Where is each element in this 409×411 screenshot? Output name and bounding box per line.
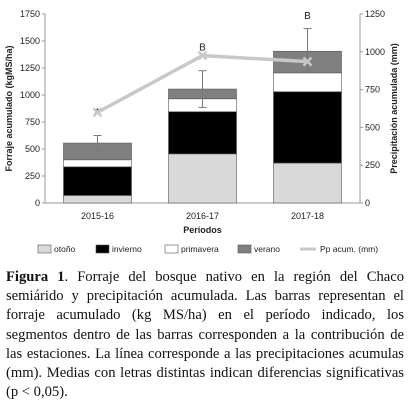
y-tick-left-label: 1000 (19, 90, 40, 100)
bar-segment-primavera (64, 160, 132, 167)
x-tick-label: 2017-18 (290, 211, 325, 221)
legend-label-line: Pp acum. (mm) (320, 244, 379, 254)
legend-swatch-verano (238, 245, 251, 253)
legend-swatch-invierno (96, 245, 109, 253)
significance-letter: B (199, 42, 206, 54)
y-tick-right-label: 0 (365, 198, 371, 208)
bar-segment-otoño (64, 195, 132, 203)
x-tick-label: 2016-17 (185, 211, 220, 221)
figure-caption (6, 268, 404, 402)
bar-segment-invierno (64, 167, 132, 196)
y-tick-right-label: 1000 (365, 46, 386, 57)
y-tick-right-label: 500 (365, 122, 381, 133)
y-tick-left-label: 1250 (19, 63, 40, 73)
bar-segment-otoño (274, 163, 342, 203)
caption-text: . Forraje del bosque nativo en la región del Chaco semiárido y precipitación acumulada. Las barras representan el forraje acumulado (kg MS/ha) en el período indicado, los segmentos dentro de las barras corresponden a la contribución de las estaciones. La línea corresponde a las precipitaciones acumulas (mm). Medias con letras distintas indican diferencias significativas (p < 0,05). (6, 269, 404, 401)
legend-label-otoño: otoño (54, 244, 76, 254)
bar-segment-otoño (169, 154, 237, 203)
legend-label-primavera: primavera (181, 244, 219, 254)
y-tick-left-label: 1750 (19, 9, 40, 19)
legend-label-verano: verano (254, 244, 280, 254)
y-tick-left-label: 0 (34, 198, 40, 208)
legend-swatch-otoño (38, 245, 51, 253)
x-tick-label: 2015-16 (80, 211, 115, 221)
legend-label-invierno: invierno (112, 244, 142, 254)
y-axis-right-title: Precipitación acumulada (mm) (389, 43, 399, 174)
legend-swatch-primavera (165, 245, 178, 253)
significance-letter: A (94, 107, 101, 119)
bar-segment-primavera (274, 73, 342, 92)
y-tick-right-label: 750 (365, 84, 381, 95)
x-axis-title: Períodos (183, 225, 222, 235)
y-tick-left-label: 1500 (19, 36, 40, 46)
bar-segment-invierno (169, 112, 237, 154)
y-tick-left-label: 500 (24, 144, 40, 154)
y-axis-left-title: Forraje acumulado (kgMS/ha) (4, 45, 14, 172)
significance-letter: B (304, 11, 311, 22)
bar-segment-invierno (274, 92, 342, 163)
y-tick-right-label: 250 (365, 160, 381, 171)
y-tick-left-label: 250 (24, 171, 40, 181)
y-tick-left-label: 750 (24, 117, 40, 127)
caption-label: Figura 1 (6, 269, 65, 285)
y-tick-right-label: 1250 (365, 9, 386, 19)
